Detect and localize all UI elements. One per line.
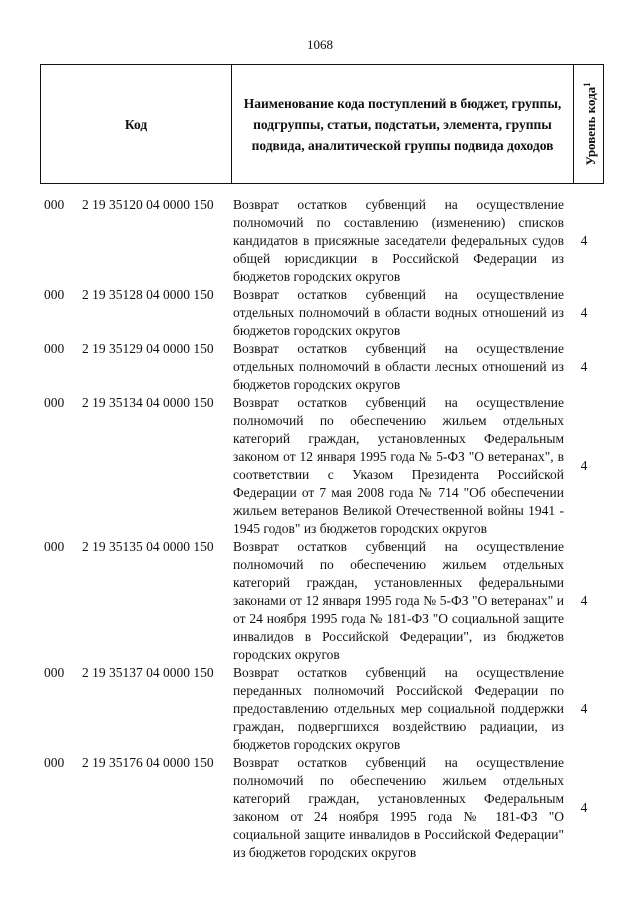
row-code: 2 19 35128 04 0000 150 xyxy=(82,287,214,302)
table-row xyxy=(40,340,604,394)
row-code: 2 19 35120 04 0000 150 xyxy=(82,197,214,212)
header-level xyxy=(574,65,603,183)
row-prefix: 000 xyxy=(44,287,65,302)
row-level: 4 xyxy=(580,233,588,248)
row-name: Возврат остатков субвенций на осуществление полномочий по обеспечению жильем отдельных категорий граждан, установленных Федеральным законом от 12 января 1995 года № 5-ФЗ "О ветеранах", в соответствии с Указом Президента Российской Федерации от 7 мая 2008 года № 714 "Об обеспечении жильем ветеранов Великой Отечественной войны 1941 - 1945 годов" из бюджетов городских округов xyxy=(233,395,564,536)
row-prefix: 000 xyxy=(44,341,65,356)
row-code: 2 19 35137 04 0000 150 xyxy=(82,665,214,680)
table-row xyxy=(40,286,604,340)
row-name: Возврат остатков субвенций на осуществление отдельных полномочий в области лесных отношений из бюджетов городских округов xyxy=(233,341,564,392)
row-name: Возврат остатков субвенций на осуществление отдельных полномочий в области водных отношений из бюджетов городских округов xyxy=(233,287,564,338)
row-level: 4 xyxy=(580,593,588,608)
header-level-footnote: 1 xyxy=(581,82,592,87)
table-row xyxy=(40,754,604,862)
row-code: 2 19 35134 04 0000 150 xyxy=(82,395,214,410)
row-level: 4 xyxy=(580,359,588,374)
table-row xyxy=(40,538,604,664)
row-name: Возврат остатков субвенций на осуществление полномочий по составлению (изменению) списков кандидатов в присяжные заседатели федеральных судов общей юрисдикции в Российской Федерации из бюджетов городских округов xyxy=(233,197,564,284)
row-name: Возврат остатков субвенций на осуществление полномочий по обеспечению жильем отдельных категорий граждан, установленных федеральными законами от 12 января 1995 года № 5-ФЗ "О ветеранах" и от 24 ноября 1995 года № 181-ФЗ "О социальной защите инвалидов в Российской Федерации", из бюджетов городских округов xyxy=(233,539,564,662)
row-level: 4 xyxy=(580,458,588,473)
row-prefix: 000 xyxy=(44,197,65,212)
row-level: 4 xyxy=(580,800,588,815)
row-prefix: 000 xyxy=(44,539,65,554)
row-level: 4 xyxy=(580,305,588,320)
row-code: 2 19 35129 04 0000 150 xyxy=(82,341,214,356)
table-body xyxy=(40,196,604,862)
page-number: 1068 xyxy=(307,37,333,52)
table-row xyxy=(40,394,604,538)
row-code: 2 19 35135 04 0000 150 xyxy=(82,539,214,554)
row-name: Возврат остатков субвенций на осуществление полномочий по обеспечению жильем отдельных категорий граждан, установленных Федеральным законом от 24 ноября 1995 года № 181-ФЗ "О социальной защите инвалидов в Российской Федерации" из бюджетов городских округов xyxy=(233,755,564,860)
row-prefix: 000 xyxy=(44,665,65,680)
header-level-label xyxy=(576,82,600,165)
header-level-text: Уровень кода xyxy=(582,86,598,166)
table-row xyxy=(40,196,604,286)
row-level: 4 xyxy=(580,701,588,716)
row-code: 2 19 35176 04 0000 150 xyxy=(82,755,214,770)
header-code: Код xyxy=(41,65,232,183)
row-prefix: 000 xyxy=(44,395,65,410)
table-row xyxy=(40,664,604,754)
header-name: Наименование кода поступлений в бюджет, группы, подгруппы, статьи, подстатьи, элемента, группы подвида, аналитической группы подвида доходов xyxy=(232,65,574,183)
row-name: Возврат остатков субвенций на осуществление переданных полномочий Российской Федерации по предоставлению отдельных мер социальной поддержки граждан, подвергшихся воздействию радиации, из бюджетов городских округов xyxy=(233,665,564,752)
row-prefix: 000 xyxy=(44,755,65,770)
table-header xyxy=(40,64,604,184)
